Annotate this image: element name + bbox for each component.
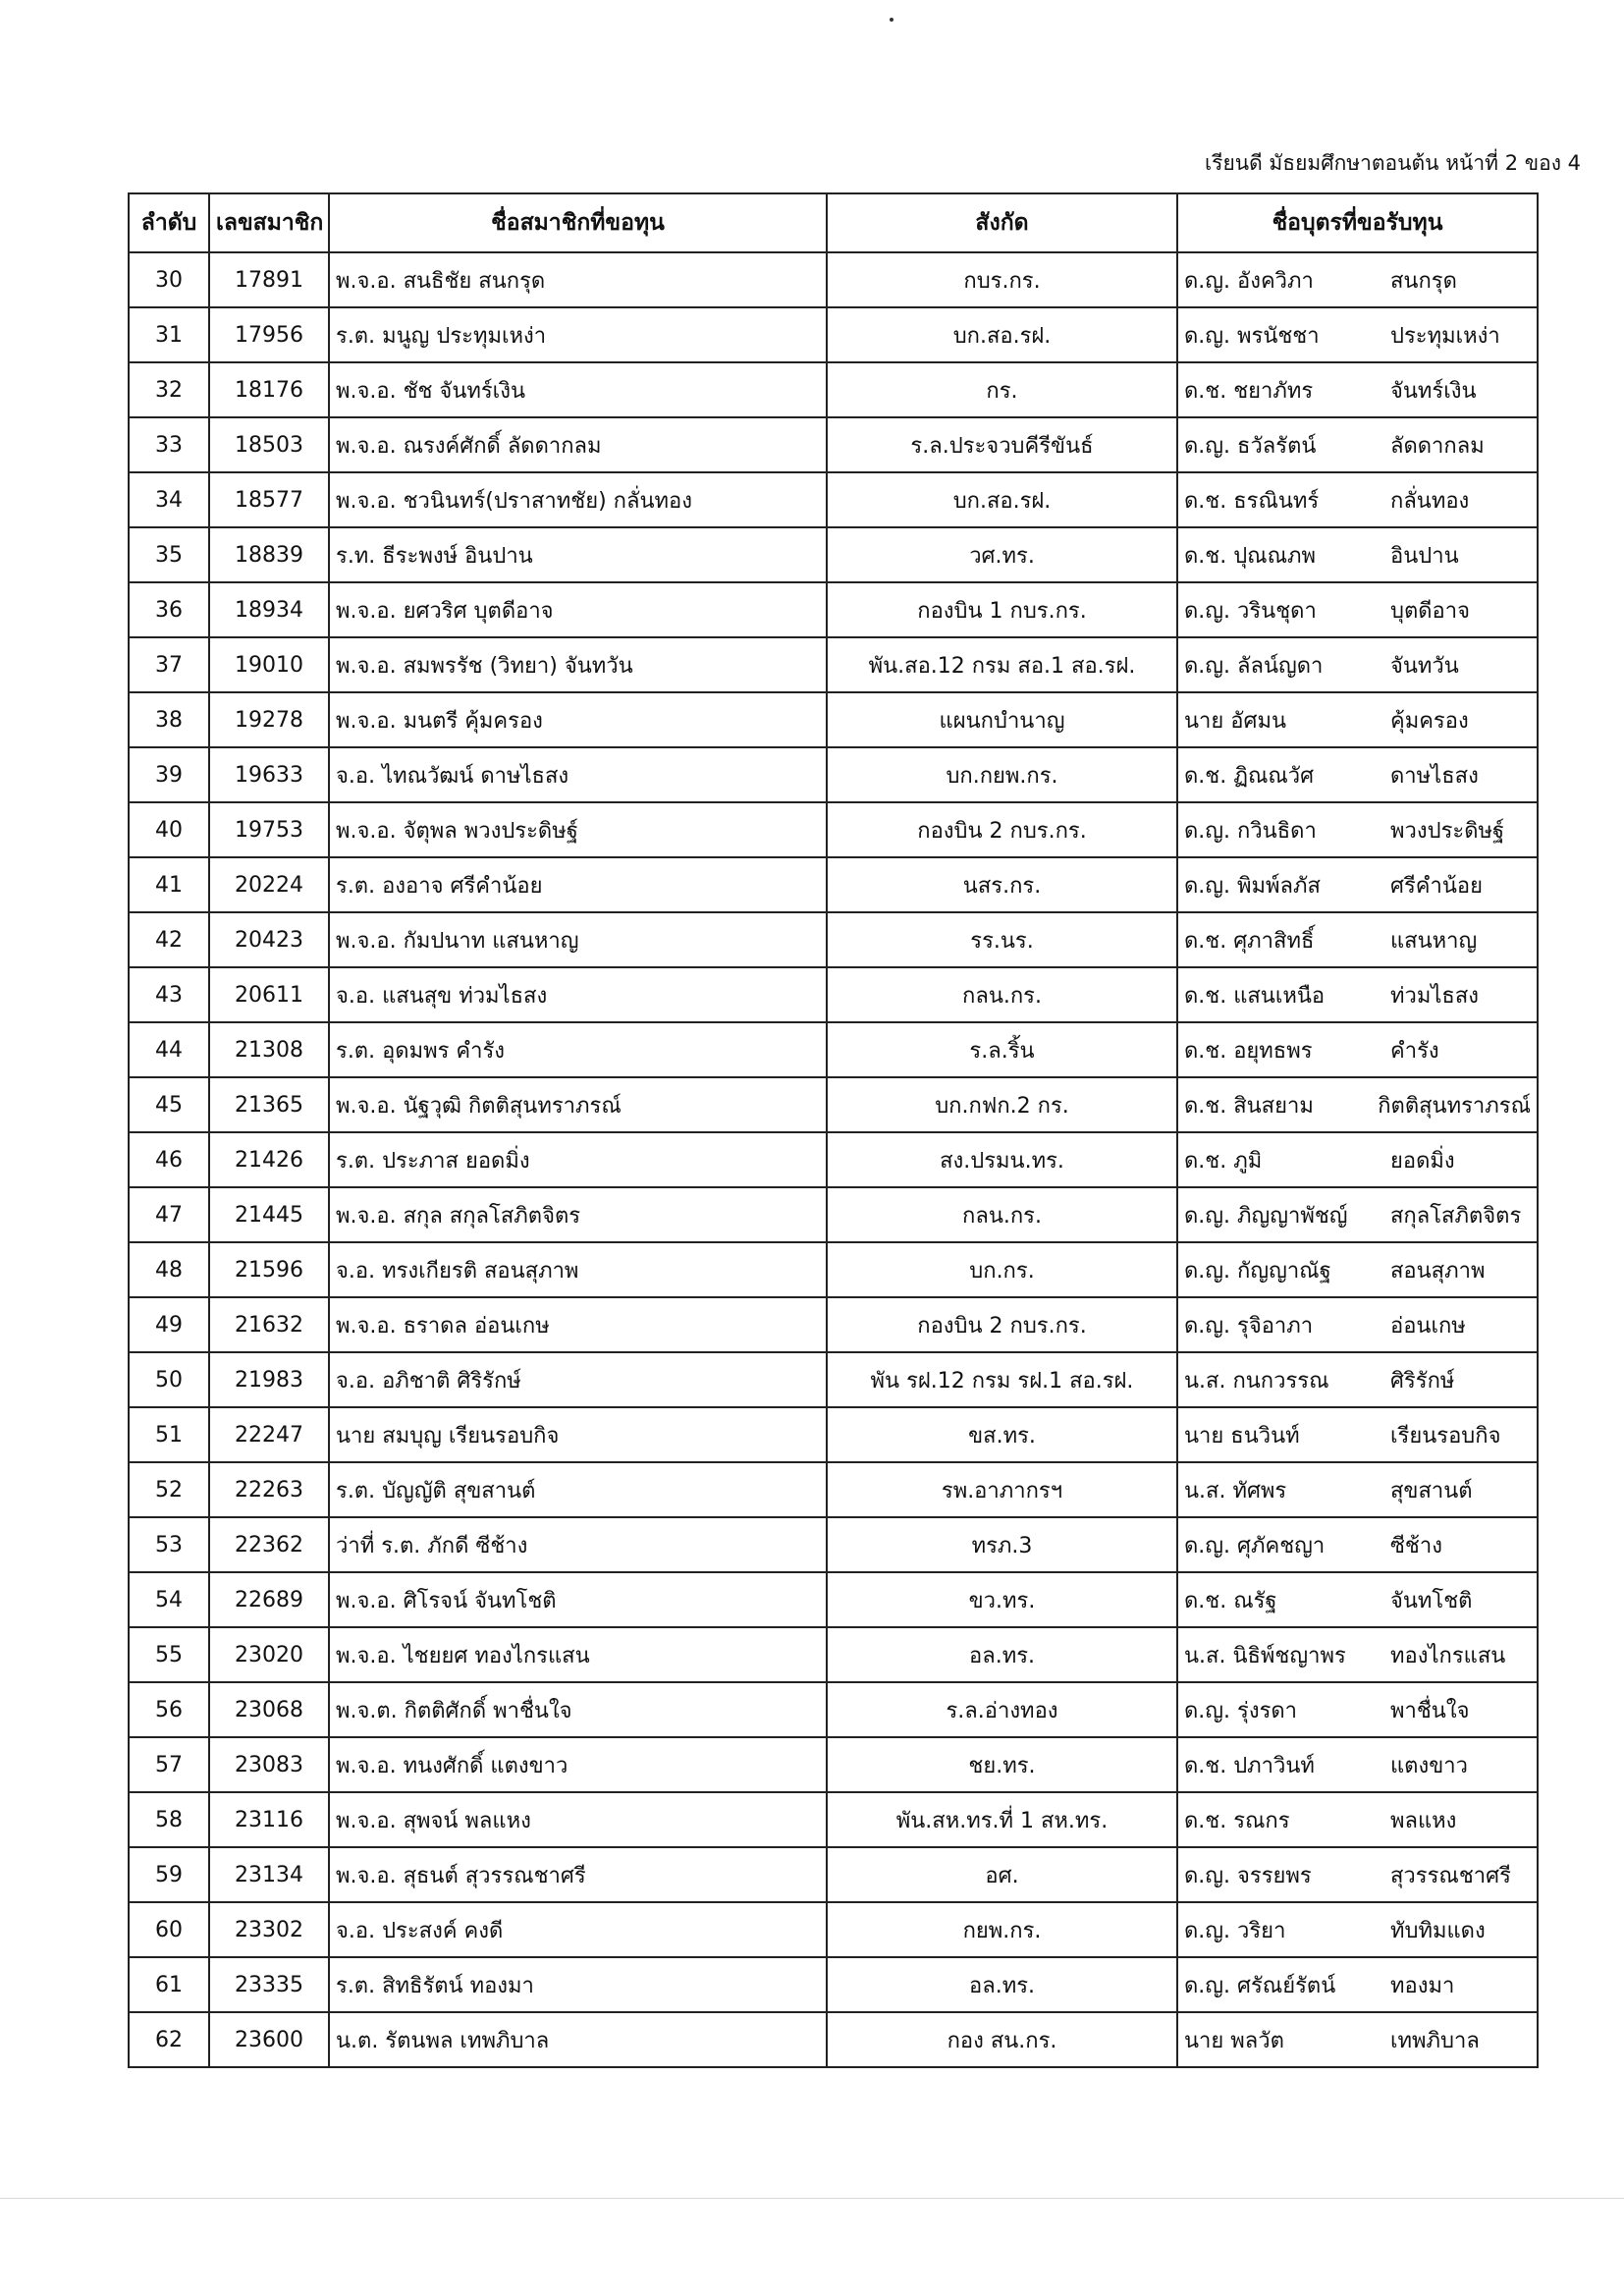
row-order: 61 — [129, 1957, 209, 2012]
row-child-name — [1177, 1517, 1538, 1572]
child-first-name: นาย อัศมน — [1184, 708, 1286, 734]
row-affiliation: แผนกบำนาญ — [827, 692, 1177, 747]
child-first-name: น.ส. กนกวรรณ — [1184, 1368, 1329, 1394]
child-first-name: นาย ธนวินท์ — [1184, 1423, 1300, 1449]
row-member-name: พ.จ.อ. สมพรรัช (วิทยา) จันทวัน — [329, 637, 827, 692]
row-order: 53 — [129, 1517, 209, 1572]
child-last-name: ทองมา — [1390, 1973, 1455, 1998]
row-order: 37 — [129, 637, 209, 692]
row-affiliation: กองบิน 2 กบร.กร. — [827, 802, 1177, 857]
row-member-name: ร.ต. องอาจ ศรีคำน้อย — [329, 857, 827, 912]
child-first-name: ด.ญ. วริยา — [1184, 1918, 1286, 1943]
row-member-no: 22362 — [209, 1517, 329, 1572]
row-member-no: 21632 — [209, 1297, 329, 1352]
table-body — [129, 252, 1538, 2067]
row-affiliation: บก.กฟก.2 กร. — [827, 1077, 1177, 1132]
row-member-name: พ.จ.อ. ชัช จันทร์เงิน — [329, 362, 827, 417]
row-member-no: 23134 — [209, 1847, 329, 1902]
row-affiliation: ชย.ทร. — [827, 1737, 1177, 1792]
row-affiliation: ขส.ทร. — [827, 1407, 1177, 1462]
row-affiliation: บก.กยพ.กร. — [827, 747, 1177, 802]
row-order: 42 — [129, 912, 209, 967]
table-row — [129, 1957, 1538, 2012]
row-order: 49 — [129, 1297, 209, 1352]
child-first-name: ด.ญ. อังควิภา — [1184, 268, 1314, 294]
child-first-name: ด.ญ. พรนัชชา — [1184, 323, 1320, 349]
row-order: 47 — [129, 1187, 209, 1242]
row-member-no: 17891 — [209, 252, 329, 307]
row-order: 48 — [129, 1242, 209, 1297]
row-order: 38 — [129, 692, 209, 747]
row-affiliation: กยพ.กร. — [827, 1902, 1177, 1957]
row-member-name: ว่าที่ ร.ต. ภักดี ซีช้าง — [329, 1517, 827, 1572]
child-last-name: ท่วมไธสง — [1390, 983, 1480, 1009]
child-first-name: ด.ช. ปภาวินท์ — [1184, 1753, 1315, 1778]
child-last-name: ดาษไธสง — [1390, 763, 1479, 789]
row-member-name: ร.ต. มนูญ ประทุมเหง่า — [329, 307, 827, 362]
row-member-name: พ.จ.อ. ทนงศักดิ์ แตงขาว — [329, 1737, 827, 1792]
child-last-name: ทับทิมแดง — [1390, 1918, 1486, 1943]
row-order: 58 — [129, 1792, 209, 1847]
table-row — [129, 2012, 1538, 2067]
row-member-no: 23116 — [209, 1792, 329, 1847]
table-row — [129, 1077, 1538, 1132]
row-order: 45 — [129, 1077, 209, 1132]
column-header-member-no: เลขสมาชิก — [209, 193, 329, 252]
row-order: 57 — [129, 1737, 209, 1792]
row-child-name — [1177, 1352, 1538, 1407]
table-row — [129, 1407, 1538, 1462]
row-member-name: พ.จ.อ. ไชยยศ ทองไกรแสน — [329, 1627, 827, 1682]
row-affiliation: รพ.อาภากรฯ — [827, 1462, 1177, 1517]
table-row — [129, 527, 1538, 582]
row-order: 43 — [129, 967, 209, 1022]
row-affiliation: พัน.สอ.12 กรม สอ.1 สอ.รฝ. — [827, 637, 1177, 692]
row-affiliation: ทรภ.3 — [827, 1517, 1177, 1572]
child-last-name: เรียนรอบกิจ — [1390, 1423, 1501, 1449]
row-affiliation: นสร.กร. — [827, 857, 1177, 912]
row-member-no: 23302 — [209, 1902, 329, 1957]
child-first-name: ด.ช. ณรัฐ — [1184, 1588, 1277, 1613]
row-member-no: 18503 — [209, 417, 329, 472]
row-member-name: พ.จ.อ. สกุล สกุลโสภิตจิตร — [329, 1187, 827, 1242]
child-last-name: อินปาน — [1390, 543, 1459, 569]
row-order: 60 — [129, 1902, 209, 1957]
table-row — [129, 857, 1538, 912]
row-member-name: นาย สมบุญ เรียนรอบกิจ — [329, 1407, 827, 1462]
child-first-name: ด.ช. ฏิณณวัศ — [1184, 763, 1315, 789]
row-child-name — [1177, 1407, 1538, 1462]
child-last-name: บุตดีอาจ — [1390, 598, 1470, 624]
row-child-name — [1177, 1682, 1538, 1737]
child-last-name: สกุลโสภิตจิตร — [1390, 1203, 1522, 1229]
row-order: 51 — [129, 1407, 209, 1462]
child-last-name: ศรีคำน้อย — [1390, 873, 1483, 899]
child-first-name: ด.ช. ศุภาสิทธิ์ — [1184, 928, 1315, 954]
row-member-no: 18839 — [209, 527, 329, 582]
row-child-name — [1177, 1902, 1538, 1957]
row-child-name — [1177, 967, 1538, 1022]
row-affiliation: กองบิน 1 กบร.กร. — [827, 582, 1177, 637]
row-member-name: จ.อ. อภิชาติ ศิริรักษ์ — [329, 1352, 827, 1407]
table-row — [129, 1187, 1538, 1242]
row-member-no: 19010 — [209, 637, 329, 692]
table-row — [129, 747, 1538, 802]
row-member-name: พ.จ.อ. นัฐวุฒิ กิตติสุนทราภรณ์ — [329, 1077, 827, 1132]
child-last-name: พวงประดิษฐ์ — [1390, 818, 1505, 844]
row-member-name: ร.ต. ประภาส ยอดมิ่ง — [329, 1132, 827, 1187]
row-child-name — [1177, 2012, 1538, 2067]
row-child-name — [1177, 1187, 1538, 1242]
row-affiliation: รร.นร. — [827, 912, 1177, 967]
child-first-name: ด.ญ. จรรยพร — [1184, 1863, 1312, 1888]
row-member-no: 20224 — [209, 857, 329, 912]
child-first-name: ด.ญ. ภิญญาพัชญ์ — [1184, 1203, 1348, 1229]
row-member-no: 23600 — [209, 2012, 329, 2067]
row-order: 62 — [129, 2012, 209, 2067]
child-first-name: ด.ญ. รุ่งรดา — [1184, 1698, 1298, 1723]
row-child-name — [1177, 692, 1538, 747]
row-member-no: 23335 — [209, 1957, 329, 2012]
row-affiliation: ร.ล.ริ้น — [827, 1022, 1177, 1077]
child-first-name: ด.ช. ธรณินทร์ — [1184, 488, 1320, 514]
row-member-no: 21596 — [209, 1242, 329, 1297]
row-member-name: พ.จ.อ. จัตุพล พวงประดิษฐ์ — [329, 802, 827, 857]
column-header-member-name: ชื่อสมาชิกที่ขอทุน — [329, 193, 827, 252]
row-member-no: 20423 — [209, 912, 329, 967]
child-first-name: ด.ช. รณกร — [1184, 1808, 1290, 1833]
row-child-name — [1177, 1242, 1538, 1297]
row-order: 54 — [129, 1572, 209, 1627]
child-last-name: แสนหาญ — [1390, 928, 1478, 954]
row-affiliation: วศ.ทร. — [827, 527, 1177, 582]
row-order: 35 — [129, 527, 209, 582]
row-member-no: 19633 — [209, 747, 329, 802]
child-last-name: กิตติสุนทราภรณ์ — [1378, 1093, 1531, 1119]
row-order: 56 — [129, 1682, 209, 1737]
row-affiliation: กองบิน 2 กบร.กร. — [827, 1297, 1177, 1352]
row-affiliation: กร. — [827, 362, 1177, 417]
row-affiliation: บก.สอ.รฝ. — [827, 472, 1177, 527]
row-member-name: พ.จ.ต. กิตติศักดิ์ พาชื่นใจ — [329, 1682, 827, 1737]
row-member-name: พ.จ.อ. ณรงค์ศักดิ์ ลัดดากลม — [329, 417, 827, 472]
row-member-no: 19278 — [209, 692, 329, 747]
child-first-name: ด.ญ. รุจิอาภา — [1184, 1313, 1314, 1339]
row-child-name — [1177, 1077, 1538, 1132]
row-member-name: ร.ต. อุดมพร คำรัง — [329, 1022, 827, 1077]
child-last-name: ยอดมิ่ง — [1390, 1148, 1455, 1174]
row-member-name: พ.จ.อ. ศิโรจน์ จันทโชติ — [329, 1572, 827, 1627]
row-member-no: 19753 — [209, 802, 329, 857]
child-first-name: ด.ช. ชยาภัทร — [1184, 378, 1314, 404]
column-header-child-name: ชื่อบุตรที่ขอรับทุน — [1177, 193, 1538, 252]
row-member-no: 21426 — [209, 1132, 329, 1187]
table-row — [129, 1627, 1538, 1682]
row-order: 36 — [129, 582, 209, 637]
child-last-name: พลแหง — [1390, 1808, 1457, 1833]
row-member-name: จ.อ. ไทณวัฒน์ ดาษไธสง — [329, 747, 827, 802]
row-member-name: พ.จ.อ. สุพจน์ พลแหง — [329, 1792, 827, 1847]
row-affiliation: สง.ปรมน.ทร. — [827, 1132, 1177, 1187]
row-child-name — [1177, 747, 1538, 802]
child-last-name: จันทร์เงิน — [1390, 378, 1477, 404]
row-member-name: พ.จ.อ. ยศวริศ บุตดีอาจ — [329, 582, 827, 637]
table-row — [129, 912, 1538, 967]
row-child-name — [1177, 472, 1538, 527]
row-affiliation: ร.ล.ประจวบคีรีขันธ์ — [827, 417, 1177, 472]
row-affiliation: อล.ทร. — [827, 1627, 1177, 1682]
child-first-name: ด.ญ. กัญญาณัฐ — [1184, 1258, 1331, 1284]
row-member-name: พ.จ.อ. กัมปนาท แสนหาญ — [329, 912, 827, 967]
row-member-no: 20611 — [209, 967, 329, 1022]
row-affiliation: พัน.สห.ทร.ที่ 1 สห.ทร. — [827, 1792, 1177, 1847]
row-child-name — [1177, 362, 1538, 417]
row-child-name — [1177, 1847, 1538, 1902]
child-first-name: น.ส. ทัศพร — [1184, 1478, 1287, 1503]
table-row — [129, 637, 1538, 692]
scan-bottom-edge — [0, 2198, 1624, 2199]
row-member-no: 21983 — [209, 1352, 329, 1407]
row-child-name — [1177, 1297, 1538, 1352]
child-first-name: น.ส. นิธิพ์ชญาพร — [1184, 1643, 1346, 1668]
child-last-name: ซีช้าง — [1390, 1533, 1442, 1558]
child-first-name: ด.ญ. ธวัลรัตน์ — [1184, 433, 1317, 459]
row-child-name — [1177, 1022, 1538, 1077]
child-last-name: จันทโชติ — [1390, 1588, 1473, 1613]
child-first-name: ด.ญ. ลัลน์ญดา — [1184, 653, 1324, 679]
row-affiliation: กอง สน.กร. — [827, 2012, 1177, 2067]
row-affiliation: บก.สอ.รฝ. — [827, 307, 1177, 362]
child-last-name: พาชื่นใจ — [1390, 1698, 1470, 1723]
row-order: 59 — [129, 1847, 209, 1902]
child-first-name: นาย พลวัต — [1184, 2028, 1284, 2053]
child-last-name: ศิริรักษ์ — [1390, 1368, 1455, 1394]
row-member-name: พ.จ.อ. มนตรี คุ้มครอง — [329, 692, 827, 747]
child-last-name: แตงขาว — [1390, 1753, 1468, 1778]
row-member-name: น.ต. รัตนพล เทพภิบาล — [329, 2012, 827, 2067]
row-child-name — [1177, 1792, 1538, 1847]
row-member-name: จ.อ. ประสงค์ คงดี — [329, 1902, 827, 1957]
row-member-name: จ.อ. ทรงเกียรติ สอนสุภาพ — [329, 1242, 827, 1297]
page-header-note: เรียนดี มัธยมศึกษาตอนต้น หน้าที่ 2 ของ 4 — [1205, 151, 1581, 175]
row-order: 30 — [129, 252, 209, 307]
row-member-no: 21365 — [209, 1077, 329, 1132]
child-last-name: คุ้มครอง — [1390, 708, 1469, 734]
row-member-no: 17956 — [209, 307, 329, 362]
table-row — [129, 252, 1538, 307]
table-row — [129, 967, 1538, 1022]
row-affiliation: ขว.ทร. — [827, 1572, 1177, 1627]
table-row — [129, 582, 1538, 637]
row-order: 44 — [129, 1022, 209, 1077]
row-child-name — [1177, 417, 1538, 472]
row-child-name — [1177, 802, 1538, 857]
row-affiliation: อล.ทร. — [827, 1957, 1177, 2012]
table-row — [129, 1517, 1538, 1572]
table-row — [129, 417, 1538, 472]
row-affiliation: ร.ล.อ่างทอง — [827, 1682, 1177, 1737]
row-child-name — [1177, 582, 1538, 637]
child-last-name: สุขสานต์ — [1390, 1478, 1473, 1503]
table-row — [129, 1682, 1538, 1737]
row-member-no: 18577 — [209, 472, 329, 527]
table-row — [129, 1792, 1538, 1847]
row-member-name: พ.จ.อ. ธราดล อ่อนเกษ — [329, 1297, 827, 1352]
column-header-order: ลำดับ — [129, 193, 209, 252]
row-child-name — [1177, 307, 1538, 362]
table-row — [129, 307, 1538, 362]
child-last-name: ลัดดากลม — [1390, 433, 1485, 459]
row-child-name — [1177, 1737, 1538, 1792]
row-member-name: พ.จ.อ. ชวนินทร์(ปราสาทชัย) กลั่นทอง — [329, 472, 827, 527]
child-last-name: ประทุมเหง่า — [1390, 323, 1500, 349]
child-last-name: คำรัง — [1390, 1038, 1439, 1064]
table-row — [129, 692, 1538, 747]
table-row — [129, 1462, 1538, 1517]
child-last-name: จันทวัน — [1390, 653, 1459, 679]
child-first-name: ด.ญ. ศุภัคชญา — [1184, 1533, 1326, 1558]
scholarship-table — [128, 192, 1539, 2068]
row-child-name — [1177, 527, 1538, 582]
row-affiliation: กลน.กร. — [827, 1187, 1177, 1242]
row-member-name: พ.จ.อ. สุธนต์ สุวรรณชาศรี — [329, 1847, 827, 1902]
row-order: 39 — [129, 747, 209, 802]
row-child-name — [1177, 1462, 1538, 1517]
table-row — [129, 1297, 1538, 1352]
row-member-no: 23020 — [209, 1627, 329, 1682]
row-order: 55 — [129, 1627, 209, 1682]
table-header-row — [129, 193, 1538, 252]
row-order: 40 — [129, 802, 209, 857]
row-affiliation: กบร.กร. — [827, 252, 1177, 307]
row-affiliation: กลน.กร. — [827, 967, 1177, 1022]
row-order: 34 — [129, 472, 209, 527]
child-first-name: ด.ช. ภูมิ — [1184, 1148, 1263, 1174]
row-member-no: 23083 — [209, 1737, 329, 1792]
child-last-name: สอนสุภาพ — [1390, 1258, 1486, 1284]
row-affiliation: พัน รฝ.12 กรม รฝ.1 สอ.รฝ. — [827, 1352, 1177, 1407]
row-member-name: จ.อ. แสนสุข ท่วมไธสง — [329, 967, 827, 1022]
row-member-no: 18934 — [209, 582, 329, 637]
row-child-name — [1177, 637, 1538, 692]
row-child-name — [1177, 857, 1538, 912]
row-order: 46 — [129, 1132, 209, 1187]
child-first-name: ด.ญ. กวินธิดา — [1184, 818, 1317, 844]
child-last-name: สุวรรณชาศรี — [1390, 1863, 1511, 1888]
row-order: 31 — [129, 307, 209, 362]
row-member-no: 23068 — [209, 1682, 329, 1737]
table-row — [129, 1132, 1538, 1187]
row-member-no: 18176 — [209, 362, 329, 417]
child-first-name: ด.ญ. ศรัณย์รัตน์ — [1184, 1973, 1336, 1998]
row-member-name: ร.ต. สิทธิรัตน์ ทองมา — [329, 1957, 827, 2012]
child-first-name: ด.ช. แสนเหนือ — [1184, 983, 1326, 1009]
table-row — [129, 472, 1538, 527]
table-row — [129, 802, 1538, 857]
row-member-no: 21308 — [209, 1022, 329, 1077]
child-last-name: ทองไกรแสน — [1390, 1643, 1506, 1668]
row-order: 52 — [129, 1462, 209, 1517]
row-child-name — [1177, 1572, 1538, 1627]
table-row — [129, 1847, 1538, 1902]
row-child-name — [1177, 912, 1538, 967]
row-child-name — [1177, 1627, 1538, 1682]
row-member-no: 22263 — [209, 1462, 329, 1517]
row-member-name: ร.ท. ธีระพงษ์ อินปาน — [329, 527, 827, 582]
child-last-name: กลั่นทอง — [1390, 488, 1470, 514]
child-first-name: ด.ช. ปุณณภพ — [1184, 543, 1316, 569]
row-order: 41 — [129, 857, 209, 912]
child-last-name: สนกรุด — [1390, 268, 1457, 294]
row-order: 50 — [129, 1352, 209, 1407]
table-row — [129, 1737, 1538, 1792]
table-row — [129, 1902, 1538, 1957]
scan-speck — [890, 18, 893, 22]
table-row — [129, 1572, 1538, 1627]
child-first-name: ด.ญ. พิมพ์ลภัส — [1184, 873, 1321, 899]
table-row — [129, 1022, 1538, 1077]
child-first-name: ด.ช. สินสยาม — [1184, 1093, 1314, 1119]
row-order: 32 — [129, 362, 209, 417]
column-header-affiliation: สังกัด — [827, 193, 1177, 252]
row-member-no: 22689 — [209, 1572, 329, 1627]
child-first-name: ด.ช. อยุทธพร — [1184, 1038, 1313, 1064]
child-last-name: อ่อนเกษ — [1390, 1313, 1466, 1339]
child-last-name: เทพภิบาล — [1390, 2028, 1480, 2053]
row-member-no: 21445 — [209, 1187, 329, 1242]
row-child-name — [1177, 1132, 1538, 1187]
child-first-name: ด.ญ. วรินชุดา — [1184, 598, 1317, 624]
row-affiliation: อศ. — [827, 1847, 1177, 1902]
table-row — [129, 362, 1538, 417]
row-member-no: 22247 — [209, 1407, 329, 1462]
table-row — [129, 1352, 1538, 1407]
table-row — [129, 1242, 1538, 1297]
row-member-name: พ.จ.อ. สนธิชัย สนกรุด — [329, 252, 827, 307]
row-member-name: ร.ต. บัญญัติ สุขสานต์ — [329, 1462, 827, 1517]
row-order: 33 — [129, 417, 209, 472]
row-child-name — [1177, 252, 1538, 307]
row-affiliation: บก.กร. — [827, 1242, 1177, 1297]
row-child-name — [1177, 1957, 1538, 2012]
